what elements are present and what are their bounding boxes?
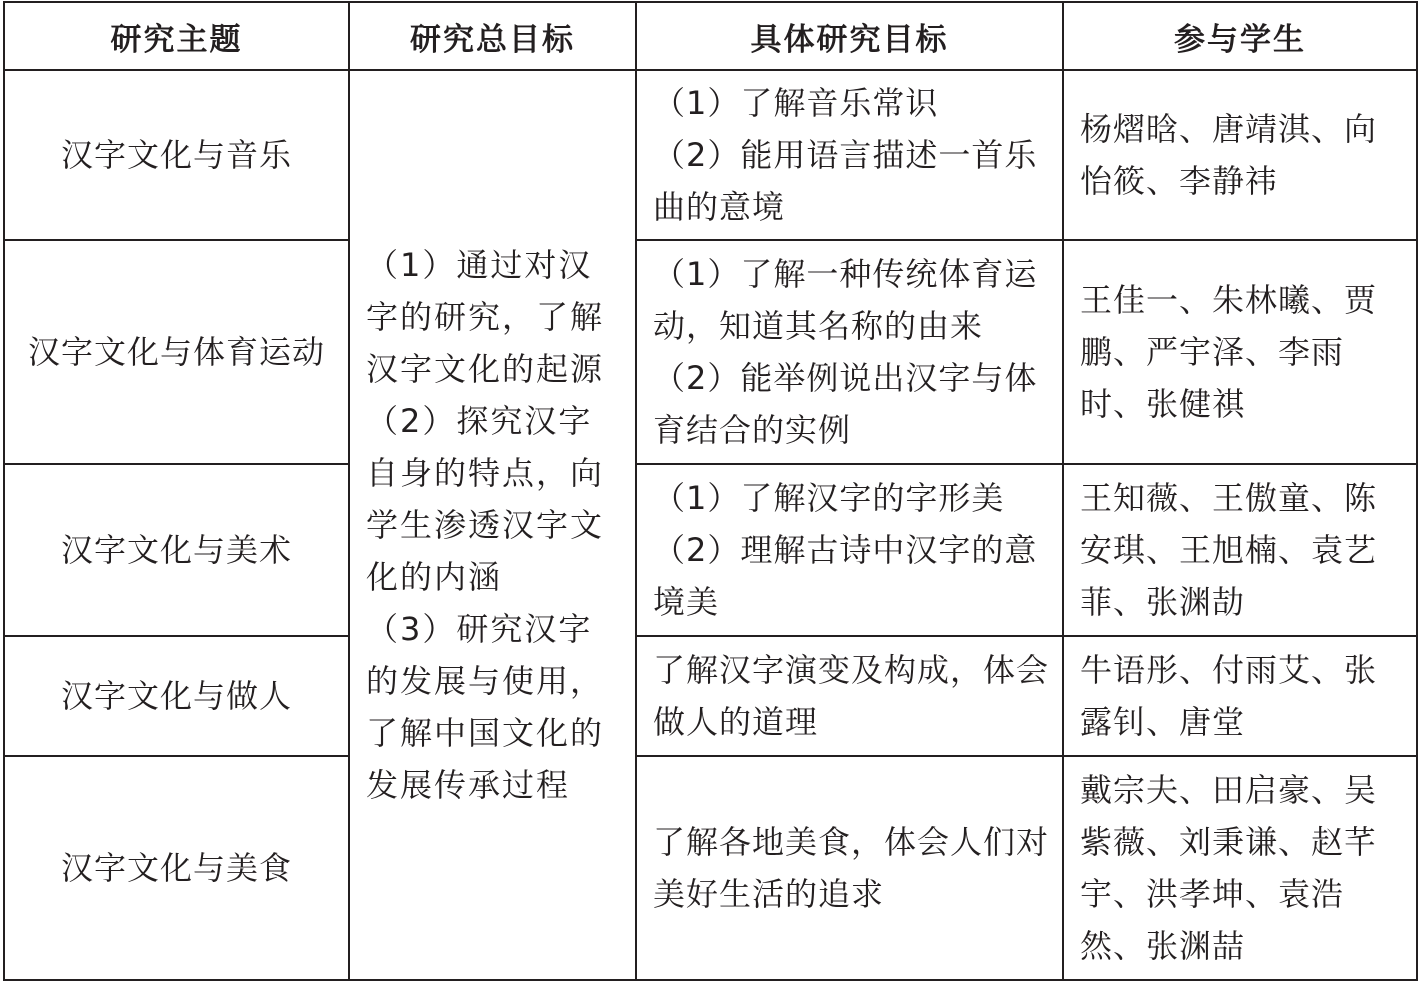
specific-goal-item: 了解各地美食，体会人们对美好生活的追求 (653, 823, 1050, 913)
specific-goal-cell (636, 240, 1063, 464)
table-header (4, 2, 1417, 70)
specific-goal-cell (636, 70, 1063, 240)
header-topic: 研究主题 (4, 2, 349, 70)
specific-goal-item: （2）能用语言描述一首乐曲的意境 (653, 136, 1038, 226)
overall-goal-item: （1）通过对汉字的研究，了解汉字文化的起源 (366, 246, 605, 388)
table-row (4, 756, 1417, 980)
topic-cell: 汉字文化与美术 (4, 464, 349, 636)
specific-goal-item: （2）理解古诗中汉字的意境美 (653, 531, 1038, 621)
topic-cell: 汉字文化与做人 (4, 636, 349, 756)
students-cell: 戴宗夫、田启豪、吴紫薇、刘秉谦、赵芊宇、洪孝坤、袁浩然、张渊喆 (1063, 756, 1417, 980)
table-row (4, 70, 1417, 240)
topic-cell: 汉字文化与音乐 (4, 70, 349, 240)
specific-goal-item: 了解汉字演变及构成，体会做人的道理 (653, 651, 1050, 741)
specific-goal-item: （1）了解音乐常识 (653, 84, 939, 122)
table-row (4, 464, 1417, 636)
specific-goal-item: （2）能举例说出汉字与体育结合的实例 (653, 359, 1038, 449)
research-plan-table (3, 1, 1418, 981)
overall-goal-item: （3）研究汉字的发展与使用，了解中国文化的发展传承过程 (366, 610, 605, 804)
table-row (4, 636, 1417, 756)
topic-cell: 汉字文化与美食 (4, 756, 349, 980)
topic-cell: 汉字文化与体育运动 (4, 240, 349, 464)
overall-goal-item: （2）探究汉字自身的特点，向学生渗透汉字文化的内涵 (366, 402, 605, 596)
specific-goal-item: （1）了解一种传统体育运动，知道其名称的由来 (653, 255, 1038, 345)
specific-goal-cell (636, 636, 1063, 756)
table-body (4, 70, 1417, 980)
specific-goal-cell (636, 756, 1063, 980)
specific-goal-cell (636, 464, 1063, 636)
overall-goal-cell (349, 70, 636, 980)
specific-goal-item: （1）了解汉字的字形美 (653, 479, 1005, 517)
research-table-frame (3, 1, 1416, 981)
students-cell: 王佳一、朱林曦、贾鹏、严宇泽、李雨时、张健祺 (1063, 240, 1417, 464)
students-cell: 王知薇、王傲童、陈安琪、王旭楠、袁艺菲、张渊劼 (1063, 464, 1417, 636)
students-cell: 牛语彤、付雨艾、张露钊、唐堂 (1063, 636, 1417, 756)
header-specific-goal: 具体研究目标 (636, 2, 1063, 70)
header-students: 参与学生 (1063, 2, 1417, 70)
students-cell: 杨熠晗、唐靖淇、向怡筱、李静祎 (1063, 70, 1417, 240)
header-overall-goal: 研究总目标 (349, 2, 636, 70)
table-row (4, 240, 1417, 464)
header-row (4, 2, 1417, 70)
